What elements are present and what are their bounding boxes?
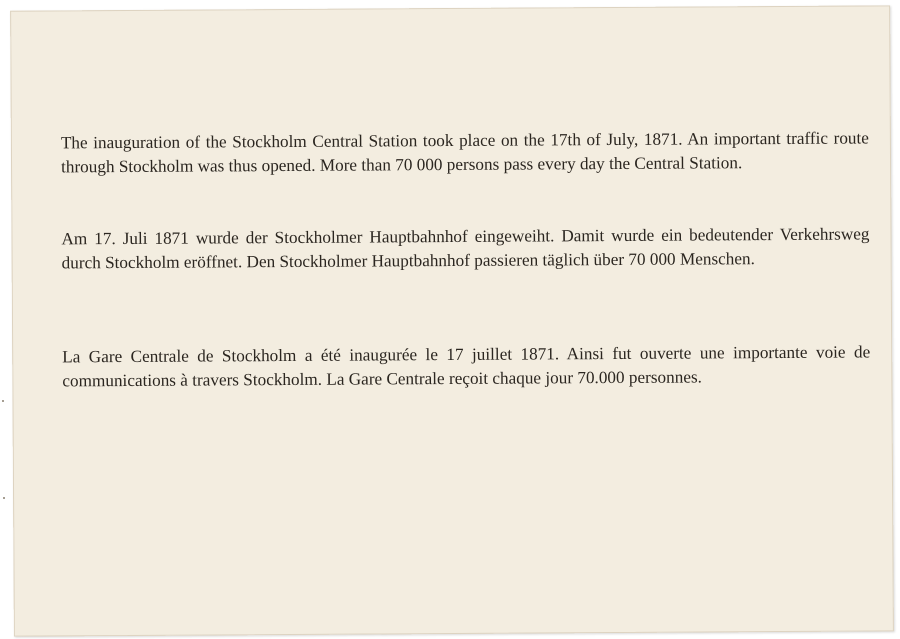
postcard-reverse [10,5,894,636]
french-paragraph: La Gare Centrale de Stockholm a été inaugurée le 17 juillet 1871. Ainsi fut ouverte une importante voie de communications à travers Stockholm. La Gare Centrale reçoit chaque jour 70.000 personnes. [62,342,871,390]
english-paragraph: The inauguration of the Stockholm Central Station took place on the 17th of July, 1871. An important traffic route through Stockholm was thus opened. More than 70 000 persons pass every day the Central Station. [60,128,869,176]
paper-speck [2,400,4,402]
german-paragraph: Am 17. Juli 1871 wurde der Stockholmer Hauptbahnhof eingeweiht. Damit wurde ein bedeutender Verkehrsweg durch Stockholm eröffnet. Den Stockholmer Hauptbahnhof passieren täglich über 70 000 Menschen. [61,224,870,272]
paper-speck [3,497,5,499]
